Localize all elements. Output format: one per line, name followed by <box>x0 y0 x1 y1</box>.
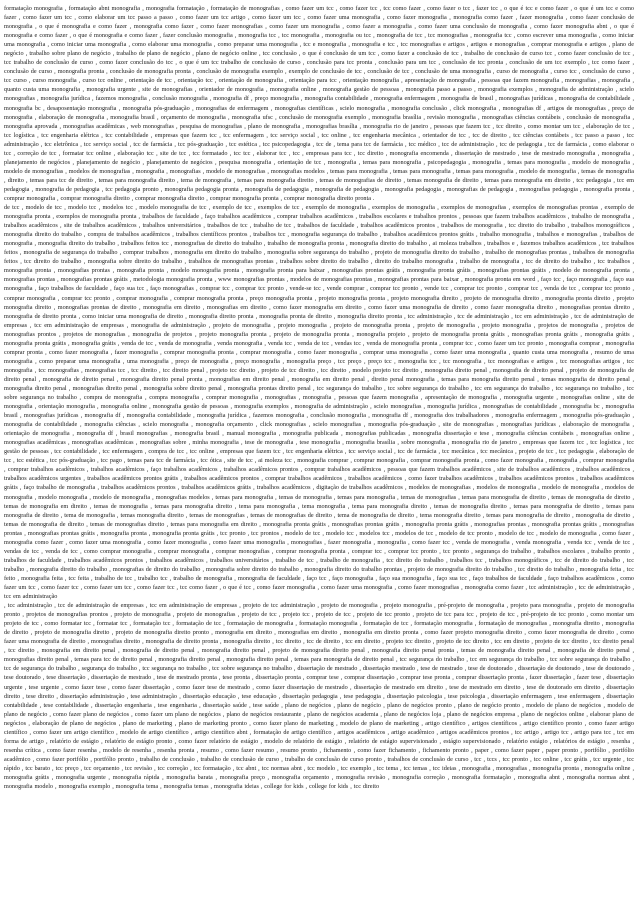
body-paragraph-3: , tcc administração , tcc de administração de empresas , tcc em administração de empresas , projeto de tcc administração , projeto de monografia , projeto monografia , pré-projeto de monografia , projeto para monografia , projeto de monografia pronto , projetos de monografias prontos , projeto de monografia , projeto de monografias , projeto de tcc , projeto tcc , projeto de tcc , projeto de tcc pronto , projeto de tcc para tcc , projeto de tcc , pré-projeto de tcc pronto , como montar um projeto de tcc , como formatar tcc , formatar tcc , formatação tcc , formatação de tcc , formatação de monografia , formatação monografia , formatação de tcc , formatação monografia , formatação de monografias , monografia direito , monografia de direito , projeto de monografia direito , projeto de monografia direito pronto , monografia em direito , monografias em direito , monografia em direito pronta , como fazer projeto monografia direito , como fazer monografia de direito , como fazer uma monografia de direito , monografias direito , monografia de direito pronta , monografia direito , tcc direito , tcc de direito , tcc em direito , projeto tcc direito , projeto de tcc direito , tcc em direito , projeto de tcc direito , tcc direito penal , tcc direito , monografia em direito penal , monografia de direito penal , monografia direito penal , projeto de monografia direito penal , monografia direito penal pronta , temas de monografia direito penal , monografia de direito penal , monografias direito penal , temas para tcc de direito penal , monografia direito penal , monografia direito penal , temas para monografia de direito penal , tcc segurança do trabalho , tcc em segurança do trabalho , tcc sobre segurança do trabalho , tcc de segurança do trabalho , segurança do trabalho , tcc segurança no trabalho , tcc sobre segurança no trabalho , dissertação de mestrado , dissertação mestrado , tese de mestrado , tese de doutorado , dissertação de doutorado , tese de doutorado , tese doutorado , tese dissertação , dissertação de mestrado , tese de mestrado pronta , tese pronta , dissertação pronta , comprar tese , comprar dissertação , comprar tese pronta , comprar dissertação pronta , fazer dissertação , fazer tese , dissertação urgente , tese urgente , como fazer tese , como fazer dissertação , como fazer tese de mestrado , como fazer dissertação de mestrado , dissertação de mestrado em direito , tese de mestrado em direito , tese de doutorado em direito , dissertação direito , tese direito , dissertação administração , tese administração , dissertação educação , tese educação , dissertação pedagogia , tese pedagogia , dissertação psicologia , tese psicologia , dissertação enfermagem , tese enfermagem , dissertação contabilidade , tese contabilidade , dissertação engenharia , tese engenharia , dissertação saúde , tese saúde , plano de negócios , plano de negócio , plano de negócios pronto , plano de negócio pronto , modelo de plano de negócios , modelo de plano de negócio , como fazer plano de negócios , como fazer um plano de negócios , plano de negócios restaurante , plano de negócios academia , plano de negócios loja , plano de negócios empresa , plano de negócios online , elaborar plano de negócios , elaboração de plano de negócios , plano de marketing , plano de marketing pronto , como fazer plano de marketing , modelo de plano de marketing , artigo científico , artigos científicos , artigo científico pronto , como fazer artigo científico , como fazer um artigo científico , modelo de artigo científico , artigo científico abnt , formatação de artigo científico , artigos acadêmicos , artigo acadêmico , artigos acadêmicos prontos , tcc artigo , artigo tcc , artigo para tcc , tcc em forma de artigo , relatório de estágio , relatório de estágio pronto , como fazer relatório de estágio , modelo de relatório de estágio , relatório de estágio supervisionado , estágio supervisionado , relatório estágio , relatórios de estágio , resenha , resenha crítica , como fazer resenha , modelo de resenha , resenha pronta , resumo , como fazer resumo , resumo pronto , fichamento , como fazer fichamento , fichamento pronto , paper , como fazer paper , paper pronto , portfólio , portfólio acadêmico , como fazer portfólio , portfólio pronto , trabalho de conclusão , trabalho de conclusão de curso , trabalho de conclusão de curso pronto , trabalhos de conclusão de curso , tcc , tccs , tcc pronto , tcc online , tcc grátis , tcc urgente , tcc rápido , tcc barato , tcc preço , tcc orçamento , tcc revisão , tcc correção , tcc formatação , tcc abnt , tcc normas abnt , tcc modelo , tcc exemplo , tcc tema , tcc temas , tcc ideias , monografia , monografias , monografia pronta , monografia online , monografia grátis , monografia urgente , monografia rápida , monografia barata , monografia preço , monografia orçamento , monografia revisão , monografia correção , monografia formatação , monografia abnt , monografia normas abnt , monografia modelo , monografia exemplo , monografia tema , monografia temas , monografia ideias , college for kids , college for kids , tcc direito <box>4 602 634 791</box>
document-page <box>4 4 634 899</box>
body-paragraph-2: de tcc , modelo de tcc , modelo tcc , modelos tcc , modelo monografia de tcc , exemplo de tcc , exemplos de tcc , exemplo de monografia , exemplos de monografia , exemplos de monografias , exemplos de monografias prontas , exemplo de monografia pronta , exemplos de monografia pronta , trabalhos de faculdade , faço trabalhos acadêmicos , comprar trabalhos acadêmicos , trabalhos escolares e trabalhos prontos , pessoas que fazem trabalhos acadêmicos , trabalho de monografia , trabalhos acadêmicos , site de trabalhos acadêmicos , trabalhos universitários , trabalhos de tcc , trabalho de tcc , trabalhos de faculdade , trabalhos acadêmicos prontos , trabalhos de monografia , tcc direito do trabalho , trabalhos monográficos , monografia direito do trabalho , compra de trabalhos acadêmicos , trabalhos científicos prontos , trabalhos tcc , monografia segurança do trabalho , trabalhos acadêmicos prontos grátis , trabalho monografia , trabalhos e monografias , trabalhos de monografia , monografia direito do trabalho , trabalhos feitos tcc , monografias de direito do trabalho , trabalho de monografia pronta , monografia direito do trabalho , ai moleza trabalhos , trabalhos e , fazemos trabalhos acadêmicos , tcc trabalhos feitos , monografia de segurança do trabalho , comprar trabalhos , monografia em direito do trabalho , monografia sobre segurança do trabalho , projeto de monografia direito do trabalho , trabalho de monografias prontas , trabalhos de monografia feitos , tcc direito do trabalho , monografia sobre direito do trabalho , trabalhos de monografias prontas , trabalhos sobre direito do trabalho , direito do trabalho monografia , trabalho de monografia , tcc de direito do trabalho , tcc trabalhos , monografia pronta , monografias prontas , monografia pronta , modelo monografia pronta , monografia pronta para baixar , monografias prontas grátis , monografia pronta grátis , monografias prontas grátis , modelo de monografia pronta , monografias prontas , monografias prontas grátis , metodologia monografia pronta , www monografias prontas , modelos de monografias prontas , monografias prontas para baixar , monografia pronta em word , faço tcc , faço monografia , faço sua monografia , faço trabalhos de faculdade , faço sua tcc , faço monografias , comprar tcc , comprar tcc pronto , vende-se tcc , vende comprar , comprar tcc pronto , vende tcc , comprar tcc pronto , comprar tcc , venda de tcc , comprar tcc pronto , comprar monografia , comprar tcc pronto , comprar monografia , comprar monografia pronta , preço monografia pronta , projeto monografia pronta , projeto monografia direito , projeto de monografia direito , monografia pronta direito , projeto monografia direito , monografias prontas de direito , monografia em direito , monografias em direito , como fazer monografia em direito , como fazer uma monografia de direito , como fazer monografia direito , monografias prontas direito , monografia de direito pronta , como iniciar uma monografia de direito , monografia direito pronta , monografia pronta de direito , monografia direito pronta , tcc administração , tcc de administração , tcc em administração , tcc de administração de empresas , tcc em administração de empresas , monografia de administração , projeto de monografia , projeto monografia , projeto de monografia pronta , projeto de monografia , projeto monografia , projetos de monografia , projetos de monografias prontos , projetos de monografias , monografia de projetos , projeto monografia pronta , projeto de monografia pronta , monografia projeto , projeto de monografia pronta grátis , monografias pronta grátis , monografia grátis , monografia pronta grátis , monografia grátis , venda de tcc , venda de monografia , venda monografia , venda tcc , venda de tcc , vendas tcc , venda de monografia pronta , comprar tcc , como fazer um tcc pronto , monografia comprar , monografia comprar pronta , como fazer monografia , fazer monografia , comprar monografia pronta , comprar monografia , como fazer monografia , comprar uma monografia , como fazer uma monografia , quanto custa uma monografia , resumo de uma monografia , como preparar uma monografia , uma monografia , preço de monografia , preço monografia , monografia preço , tcc preço , preço tcc , monografia tcc , tcc monografia , tcc monografias e artigos , tcc monografias artigos , tcc monografia , tcc monografias , monografias tcc , tcc direito , tcc direito penal , projeto tcc direito , projeto de tcc direito , tcc direito , modelo projeto tcc direito , monografia direito penal , monografia de direito penal , projeto de monografia de direito penal , monografia de direito penal , monografia direito penal pronta , monografias em direito penal , monografia em direito penal , direito penal monografia , temas para monografia direito penal , temas monografia de direito penal , monografia direito penal , monografias direito penal , monografia sobre direito penal , monografia prontas direito penal , tcc segurança do trabalho , tcc sobre segurança do trabalho , tcc em segurança do trabalho , tcc segurança no trabalho , tcc sobre segurança no trabalho , compra de monografia , compra monografia , comprar monografia , monografias , monografia , pessoas que fazem monografia , apresentação de monografia , monografia urgente , monografias online , site de monografia , orientação monografia , monografia online , monografia gestão de pessoas , monografia exemplos , monografia de administração , scielo monografias , monografia jurídica , monografias de contabilidade , monografia bc , monografia brasil , monografias jurídicas , monografia df , monografia contabilidade , monografia jurídica , fazemos monografia , conclusão monografia , monografia df , monografia dos trabalhadores , monografia enfermagem , monografia pós-graduação , monografia de contabilidade , monografia ciências , scielo monografia , monografia orçamento , click monografias , scielo monografias , monografia pós-graduação , site de monografias , monografias jurídicas , elaboração de monografia , orientação de monografia , monografia df , brasil monografias , monografia brasil , manual monografia , monografia publicada , monografias publicadas , monografia dissertação e tese , monografia ciências contábeis , monografias online , monografias acadêmicas , monografias acadêmicas , monografias sobre , minha monografia , tese de monografia , tese monografia , monografia brasília , sobre monografia , monografia rio de janeiro , empresas que fazem tcc , tcc logística , tcc gestão de pessoas , tcc contabilidade , tcc enfermagem , compra de tcc , tcc online , empresas que fazem tcc , tcc engenharia elétrica , tcc serviço social , tcc de farmácia , tcc mecânica , tcc mecânica , projeto de tcc , tcc pedagogia , elaboração de tcc , tcc estética , tcc pós-graduação , tcc pago , temas para tcc de farmácia , tcc ótica , site de tcc , ai moleza tcc , monografia comprar , comprar monografia , comprar monografia pronta , como fazer monografia , monografia , comprar monografia , comprar trabalhos acadêmicos , trabalhos acadêmicos , faço trabalhos acadêmicos , trabalhos acadêmicos prontos , comprar trabalhos acadêmicos , pessoas que fazem trabalhos acadêmicos , site de trabalhos acadêmicos , trabalhos acadêmicos , trabalhos acadêmicos urgentes , trabalhos acadêmicos prontos grátis , trabalhos acadêmicos prontos , comprar trabalhos acadêmicos , trabalhos acadêmicos , como fazer trabalhos acadêmicos , trabalhos acadêmicos prontos , trabalhos acadêmicos grátis , faço trabalho de monografia , trabalhos acadêmicos prontos , trabalhos acadêmicos grátis , trabalhos acadêmicos , digitação de trabalhos acadêmicos , modelos de monografias , modelos de monografia , modelo de monografia , modelos de monografia , modelo monografia , modelo de monografia , monografias modelos , temas para monografia , temas de monografia , temas para monografia , temas de monografias , temas para monografia de direito , temas de monografia de direito , temas de monografia em direito , temas de monografia , temas para monografia direito , tema para monografia , tema monografia , tema para monografia direito , temas de monografia direito , temas para monografia de direito , temas para monografia de direito , tema de monografia , temas monografia direito , temas de monografias , temas de monografias de direito , tema de monografia de direito , tema monografia direito , temas para monografia de direito , monografia de direito , temas de monografia de direito , temas de monografias direito , temas para monografia em direito , monografia pronta grátis , monografias prontas grátis , monografia pronta grátis , monografias prontas , monografia prontas grátis , monografias prontas , monografias prontas grátis , monografia pronta , monografia pronta grátis , tcc pronto , tcc prontos , modelo de tcc , modelo tcc , modelos tcc , modelos de tcc , modelo de tcc pronto , modelo de tcc , modelo de monografia , como fazer , monografia como fazer , como fazer uma monografia , como fazer monografia , como fazer uma monografia , monografias , fazer monografia , monografia , como fazer tcc , venda de monografia , venda monografia , venda tcc , venda de tcc , vendas de tcc , venda de tcc , como comprar monografia , comprar monografia , comprar monografias , comprar monografia pronta , comprar tcc , comprar tcc pronto , tcc pronto , segurança do trabalho , trabalhos escolares , trabalho pronto , trabalhos de faculdade , trabalhos acadêmicos prontos , trabalhos acadêmicos , trabalhos universitários , trabalho de tcc , trabalho de monografia , tcc direito do trabalho , trabalhos tcc , trabalhos monográficos , tcc de direito do trabalho , tcc trabalho , monografia direito do trabalho , monografias de direito do trabalho , monografia sobre direito do trabalho , monografia direito do trabalho prontas , projeto de monografia direito do trabalho , tcc direito do trabalho , monografia feita , tcc feito , monografia feita , tcc feita , trabalho de tcc , trabalho tcc , trabalho de monografia , monografia de faculdade , faço tcc , faço monografia , faço sua monografia , faço sua tcc , faço trabalhos de faculdade , faço trabalhos acadêmicos , como fazer um tcc , como fazer tcc , como fazer um tcc , como fazer tcc , tcc como fazer , o que é tcc , como fazer monografia , como fazer uma monografia , como fazer monografias , monografia como fazer , tcc administração , tcc de administração , tcc em administração <box>4 204 634 601</box>
body-paragraph-1: formatação monografia , formatação abnt monografia , monografia formatação , formatação de monografias , como fazer um tcc , como fazer tcc , tcc como fazer , como fazer o tcc , fazer tcc , o que é tcc e como fazer , o que é um tcc e como fazer , como fazer um tcc , como elaborar um tcc passo a passo , como fazer um tcc artigo , como fazer um tcc , como fazer uma monografia , como fazer monografia , monografia como fazer , fazer monografia , como fazer conclusão de monografia , o que é monografia e como fazer , monografia como fazer , como fazer monografias , como fazer um monografia , como fazer a monografia , como fazer uma conclusão de monografia , como fazer monografia abnt , o que é monografia e como fazer , o que é monografia e como fazer , fazer conclusão monografia , monografia tcc , tcc monografia , monografia ou tcc , monografia de tcc , tcc monografias , monografia tcc , como escrever uma monografia , como iniciar uma monografia , como iniciar uma monografia , como elaborar uma monografia , como preparar uma monografia , tcc e monografia , monografia e tcc , tcc monografias e artigos , artigos e monografias , comprar monografia e artigos , plano de negócio , trabalho sobre plano de negócio , trabalho de plano de negócio , plano de negócio online , tcc conclusão , o que é conclusão de um tcc , como fazer a conclusão de tcc , trabalho de conclusão de curso tcc , como fazer conclusão de tcc , tcc trabalho de conclusão de curso , como fazer conclusão do tcc , o que é um tcc trabalho de conclusão de curso , conclusão para tcc pronta , conclusão para um tcc , conclusão de tcc pronta , conclusão de um tcc exemplo , tcc como fazer , conclusão de curso , monografia pronta , conclusão de monografia pronta , conclusão de monografia exemplo , exemplo de conclusão de tcc , conclusão de tcc , conclusão de uma monografia , curso de monografia , curso tcc , conclusão de curso , tcc curso , curso monografia , curso tcc online , orientação de tcc , orientação tcc , orientação de monografia , orientação para tcc , orientação monografia , apresentação de monografia , pessoas que fazem monografia , monografias , monografia , quanto custa uma monografia , monografia urgente , site de monografias , orientador de monografia , monografia online , monografia gestão de pessoas , monografia passo a passo , monografia exemplos , monografia de administração , scielo monografias , monografia jurídica , fazemos monografia , conclusão monografia , monografia df , preço monografia , monografia contabilidade , monografia enfermagem , monografia de brasil , monografias jurídicas , monografia de contabilidade , monografia bc , desaposentação monografia , monografia pós-graduação , monografias de enfermagem , monografias científicas , scielo monografia , monografia conclusão , click monografia , monografias df , artigos de monografias , preço de monografia , elaboração de monografia , monografia brasil , orçamento de monografia , monografia ufsc , conclusão de monografia exemplo , monografia brasília , revisão monografia , monografias ciências contábeis , conclusão de monografia , monografia aprovada , monografias acadêmicas , web monografias , pesquisa de monografias , plano de monografia , monografias brasília , monografia rio de janeiro , pessoas que fazem tcc , tcc direito , como montar um tcc , elaboração de tcc , tcc logística , tcc engenharia elétrica , tcc contabilidade , empresas que fazem tcc , tcc enfermagem , tcc serviço social , tcc online , tcc engenharia mecânica , orientador de tcc , tcc de direito , tcc ciências contábeis , tcc passo a passo , tcc administração , tcc eletrônica , tcc serviço social , tcc de farmácia , tcc pós-graduação , tcc estética , tcc psicopedagogia , tcc de , tema para tcc de farmácia , tcc médico , tcc de administração , tcc de pedagogia , tcc de farmácia , como elaborar o tcc , correção de tcc , formatar tcc online , elaboração tcc , site de tcc , tcc formatado , tcc tcc , elaborar tcc , tcc , empresas para tcc , tcc direito , monografia encomenda , dissertação de mestrado , tese de mestrado monografia , monografia , planejamento de negócios , planejamento de negócio , planejamento de negócios , pesquisa monografia , orientação de tcc , monografia , temas para monografia , psicopedagogia , monografia , temas para monografia , modelo de monografia , modelo de monografias , modelos de monografias , monografia , monografias , modelo de monografias , monografias modelos , temas para monografia , temas para monografia , temas para monografia , modelo de monografia , temas de monografia , direito , temas para tcc de direito , temas para monografia direito , tema de monografia , temas para monografia direito , temas de monografias de direito , temas monografia de direito , temas para monografia em direito , tcc pedagogia , tcc em pedagogia , monografia de pedagogia , tcc pedagogia pronto , monografia pedagogia pronta , monografia de pedagogia , monografia de pedagogia , monografia pedagogia , monografias de pedagogia , monografias pedagogia , monografia pronta , comprar monografia , comprar monografia direito , comprar monografia direito , comprar monografia pronta , comprar monografia direito pronta . <box>4 5 634 202</box>
